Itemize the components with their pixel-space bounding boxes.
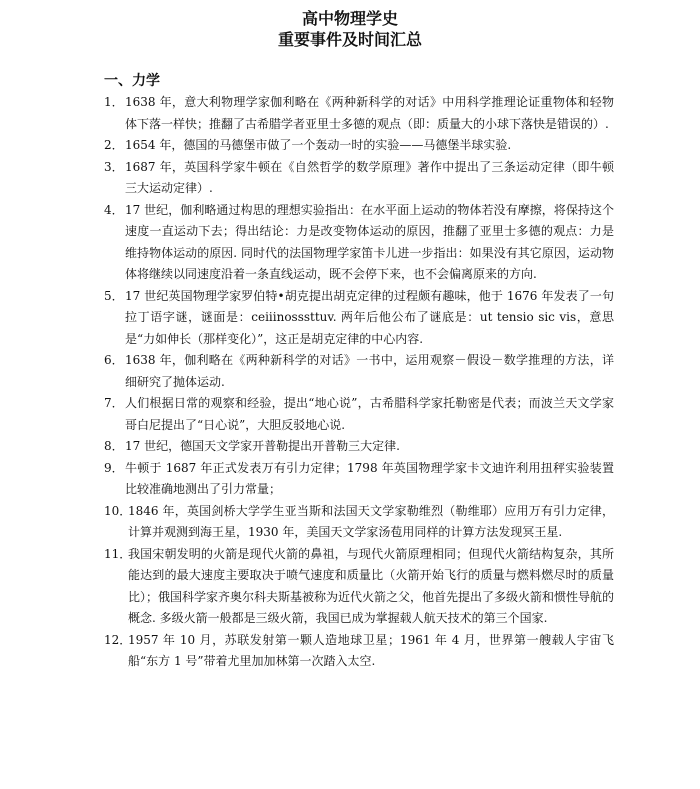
item-text: 1638 年，意大利物理学家伽利略在《两种新科学的对话》中用科学推理论证重物体和轻物体下落一样快；推翻了古希腊学者亚里士多德的观点（即：质量大的小球下落快是错误的）. [125,95,614,131]
list-item [104,350,614,393]
item-number: 2． [104,138,124,152]
list-item [104,393,614,436]
item-text: 17 世纪英国物理学家罗伯特•胡克提出胡克定律的过程颇有趣味，他于 1676 年发表了一句拉丁语字谜，谜面是：ceiiinosssttuv. 两年后他公布了谜底是：ut tensio sic vis，意思是“力如伸长（那样变化）”，这正是胡克定律的中心内容. [125,288,614,346]
document-title: 高中物理学史 [301,9,398,28]
list-item [104,630,614,673]
list-item [104,458,614,501]
item-number: 9． [104,460,124,475]
item-number: 7． [104,396,124,410]
list-item [104,286,614,351]
item-text: 1846 年，英国剑桥大学学生亚当斯和法国天文学家勒维烈（勒维耶）应用万有引力定律，计算并观测到海王星，1930 年，美国天文学家汤苞用同样的计算方法发现冥王星. [128,503,614,539]
item-number: 10． [104,503,132,518]
document-subtitle: 重要事件及时间汇总 [277,30,422,49]
list-item [104,544,614,630]
list-item [104,92,614,135]
item-number: 11． [104,546,132,561]
item-text: 1638 年，伽利略在《两种新科学的对话》一书中，运用观察－假设－数学推理的方法，详细研究了抛体运动. [125,353,614,389]
item-number: 4． [104,202,124,217]
item-text: 牛顿于 1687 年正式发表万有引力定律；1798 年英国物理学家卡文迪许利用扭秤实验装置比较准确地测出了引力常量； [125,460,614,496]
section-heading-mechanics: 一、力学 [104,73,160,89]
item-number: 5． [104,288,124,303]
item-text: 17 世纪，德国天文学家开普勒提出开普勒三大定律. [125,439,400,453]
item-text: 1654 年，德国的马德堡市做了一个轰动一时的实验——马德堡半球实验. [125,138,512,152]
list-item [104,501,614,544]
list-item [104,135,614,157]
list-item [104,157,614,200]
item-number: 6． [104,353,124,367]
item-number: 12． [104,632,132,647]
list-item [104,200,614,286]
item-text: 1687 年，英国科学家牛顿在《自然哲学的数学原理》著作中提出了三条运动定律（即牛顿三大运动定律）. [125,159,614,195]
item-text: 17 世纪，伽利略通过构思的理想实验指出：在水平面上运动的物体若没有摩擦，将保持这个速度一直运动下去；得出结论：力是改变物体运动的原因，推翻了亚里士多德的观点：力是维持物体运动的原因. 同时代的法国物理学家笛卡儿进一步指出：如果没有其它原因，运动物体将继续以同速度沿着一条直线运动，既不会停下来，也不会偏离原来的方向. [125,202,614,281]
item-number: 1． [104,95,124,109]
item-text: 人们根据日常的观察和经验，提出“地心说”，古希腊科学家托勒密是代表；而波兰天文学家哥白尼提出了“日心说”，大胆反驳地心说. [125,396,614,432]
item-number: 3． [104,159,124,174]
item-number: 8． [104,439,124,453]
item-text: 1957 年 10 月，苏联发射第一颗人造地球卫星；1961 年 4 月，世界第一艘载人宇宙飞船“东方 1 号”带着尤里加加林第一次踏入太空. [128,632,614,668]
list-item [104,436,614,458]
event-list [104,92,614,673]
item-text: 我国宋朝发明的火箭是现代火箭的鼻祖，与现代火箭原理相同；但现代火箭结构复杂，其所能达到的最大速度主要取决于喷气速度和质量比（火箭开始飞行的质量与燃料燃尽时的质量比）；俄国科学家齐奥尔科夫斯基被称为近代火箭之父，他首先提出了多级火箭和惯性导航的概念. 多级火箭一般都是三级火箭，我国已成为掌握载人航天技术的第三个国家. [128,546,615,625]
